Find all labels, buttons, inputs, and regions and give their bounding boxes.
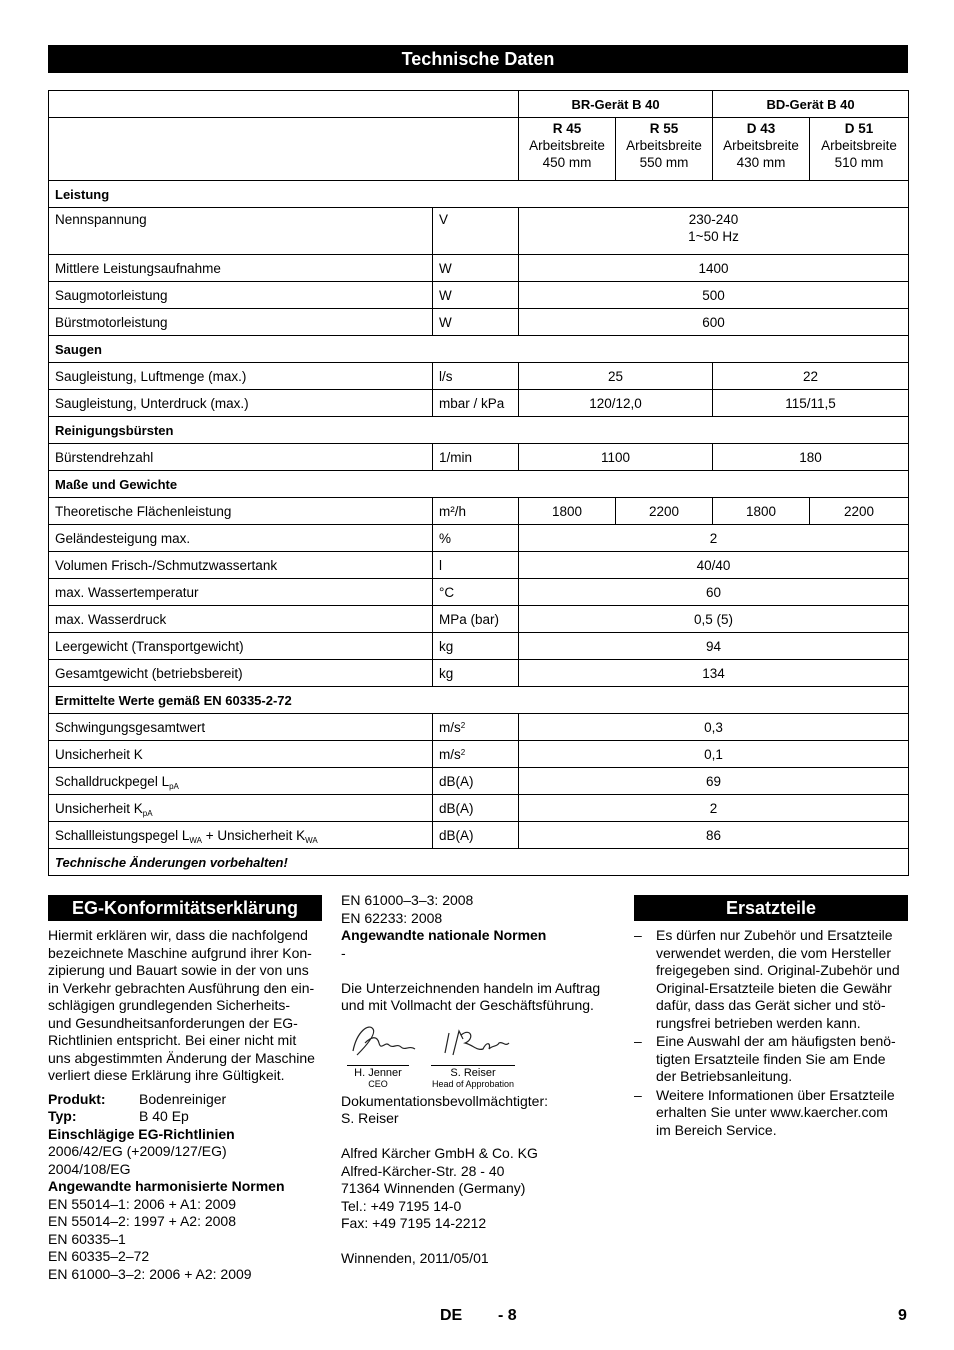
eg-intro: Hiermit erklären wir, dass die nachfolgend bezeichnete Maschine aufgrund ihrer Kon- zipierung und Bauart sowie in der von uns in Verkehr gebrachten Ausführung den ein- schlägigen grundlegenden Sicherheits- und Gesundheitsanforderungen der EG- Richtlinien entspricht. Bei einer nicht mit uns abgestimmten Änderung der Maschine verliert diese Erklärung ihre Gültigkeit. — [48, 927, 315, 1083]
table-row: Nennspannung V 230-240 1~50 Hz — [49, 208, 909, 255]
table-row: Schalldruckpegel $L_{pA}$ dB(A) 69 — [49, 768, 909, 795]
table-row: max. Wasserdruck MPa (bar) 0,5 (5) — [49, 606, 909, 633]
table-row: Gesamtgewicht (betriebsbereit) kg 134 — [49, 660, 909, 687]
section-title-ersatzteile: Ersatzteile — [634, 895, 908, 921]
place-date: Winnenden, 2011/05/01 — [341, 1250, 489, 1266]
list-item: – Es dürfen nur Zubehör und Ersatzteile verwendet werden, die vom Hersteller freigegeben sind. Original-Zubehör und Original-Ersatzteile bieten die Gewähr dafür, dass das Gerät sicher und stö- rungsfrei betrieben werden kann. — [634, 927, 900, 1031]
header-bd-group: BD-Gerät B 40 — [713, 91, 909, 118]
footer-sheet-number: 9 — [898, 1307, 907, 1324]
table-section-row: Reinigungsbürsten — [49, 417, 909, 444]
header-model: D 43 Arbeitsbreite 430 mm — [713, 118, 810, 181]
produkt-row: Produkt: Bodenreiniger — [48, 1090, 227, 1107]
table-row: Theoretische Flächenleistung m²/h 1800 2200 1800 2200 — [49, 498, 909, 525]
table-row: Unsicherheit K $m/s^2$ 0,1 — [49, 741, 909, 768]
section-title-technische-daten: Technische Daten — [48, 45, 908, 73]
table-row: Volumen Frisch-/Schmutzwassertank l 40/40 — [49, 552, 909, 579]
table-row: Schwingungsgesamtwert $m/s^2$ 0,3 — [49, 714, 909, 741]
table-section-row: Leistung — [49, 181, 909, 208]
signature-jenner: H. Jenner CEO — [347, 1021, 409, 1091]
signatures — [341, 1021, 617, 1089]
table-row — [49, 91, 909, 118]
eg-column-2: EN 61000–3–3: 2008 EN 62233: 2008 Angewandte nationale Normen - Die Unterzeichnenden handeln im Auftrag und mit Vollmacht der Geschäftsführung. H. Jenner CEO S. Reiser Head of Approbation Dokumentationsbevollmächtigter: S. Reiser Alfred Kärcher GmbH & Co. KG Alfred-Kärcher-Str. 28 - 40 71364 Winnenden (Germany) Tel.: +49 7195 14-0 Fax: +49 7195 14-2212 Winnenden, 2011/05/01 — [341, 892, 617, 1268]
table-note-row: Technische Änderungen vorbehalten! — [49, 849, 909, 876]
table-row: Mittlere Leistungsaufnahme W 1400 — [49, 255, 909, 282]
table-row: Geländesteigung max. % 2 — [49, 525, 909, 552]
footer-page-number: - 8 — [498, 1307, 517, 1324]
table-section-row: Maße und Gewichte — [49, 471, 909, 498]
table-row: max. Wassertemperatur °C 60 — [49, 579, 909, 606]
table-row: Schallleistungspegel $L_{WA}$ + Unsicherheit $K_{WA}$ dB(A) 86 — [49, 822, 909, 849]
table-row: Saugleistung, Unterdruck (max.) mbar / kPa 120/12,0 115/11,5 — [49, 390, 909, 417]
typ-row: Typ: B 40 Ep — [48, 1108, 189, 1124]
header-model: R 45 Arbeitsbreite 450 mm — [519, 118, 616, 181]
signature-reiser: S. Reiser Head of Approbation — [431, 1021, 515, 1091]
spec-table — [48, 90, 909, 876]
table-row: Saugleistung, Luftmenge (max.) l/s 25 22 — [49, 363, 909, 390]
table-row: Unsicherheit $K_{pA}$ dB(A) 2 — [49, 795, 909, 822]
harm-normen-label: Angewandte harmonisierte Normen — [48, 1178, 285, 1194]
signature-jenner-graphic — [347, 1021, 417, 1061]
footer-language: DE — [440, 1307, 463, 1324]
eg-column-1: Hiermit erklären wir, dass die nachfolgend bezeichnete Maschine aufgrund ihrer Kon- zipierung und Bauart sowie in der von uns in Verkehr gebrachten Ausführung den ein- schlägigen grundlegenden Sicherheits- und Gesundheitsanforderungen der EG- Richtlinien entspricht. Bei einer nicht mit uns abgestimmten Änderung der Maschine verliert diese Erklärung ihre Gültigkeit. Produkt: Bodenreiniger Typ: B 40 Ep Einschlägige EG-Richtlinien 2006/42/EG (+2009/127/EG) 2004/108/EG Angewandte harmonisierte Normen EN 55014–1: 2006 + A1: 2009 EN 55014–2: 1997 + A2: 2008 EN 60335–1 EN 60335–2–72 EN 61000–3–2: 2006 + A2: 2009 — [48, 927, 322, 1283]
signature-reiser-graphic — [431, 1021, 515, 1061]
list-item: – Eine Auswahl der am häufigsten benö- tigten Ersatzteile finden Sie am Ende der Betriebsanleitung. — [634, 1033, 896, 1084]
richtlinien-label: Einschlägige EG-Richtlinien — [48, 1125, 235, 1142]
table-row — [49, 118, 909, 181]
table-row: Bürstendrehzahl 1/min 1100 180 — [49, 444, 909, 471]
header-br-group: BR-Gerät B 40 — [519, 91, 713, 118]
table-section-row: Ermittelte Werte gemäß EN 60335-2-72 — [49, 687, 909, 714]
list-item: – Weitere Informationen über Ersatzteile erhalten Sie unter www.kaercher.com im Bereich Service. — [634, 1086, 895, 1138]
table-row: Bürstmotorleistung W 600 — [49, 309, 909, 336]
address-block: Alfred Kärcher GmbH & Co. KG Alfred-Kärcher-Str. 28 - 40 71364 Winnenden (Germany) Tel.: +49 7195 14-0 Fax: +49 7195 14-2212 — [341, 1145, 538, 1231]
header-model: R 55 Arbeitsbreite 550 mm — [616, 118, 713, 181]
header-model: D 51 Arbeitsbreite 510 mm — [810, 118, 909, 181]
table-row: Saugmotorleistung W 500 — [49, 282, 909, 309]
section-title-eg-konformitaet: EG-Konformitätserklärung — [48, 895, 322, 921]
table-section-row: Saugen — [49, 336, 909, 363]
table-row: Leergewicht (Transportgewicht) kg 94 — [49, 633, 909, 660]
ersatzteile-column — [634, 927, 908, 1140]
nationale-normen-label: Angewandte nationale Normen — [341, 927, 547, 943]
